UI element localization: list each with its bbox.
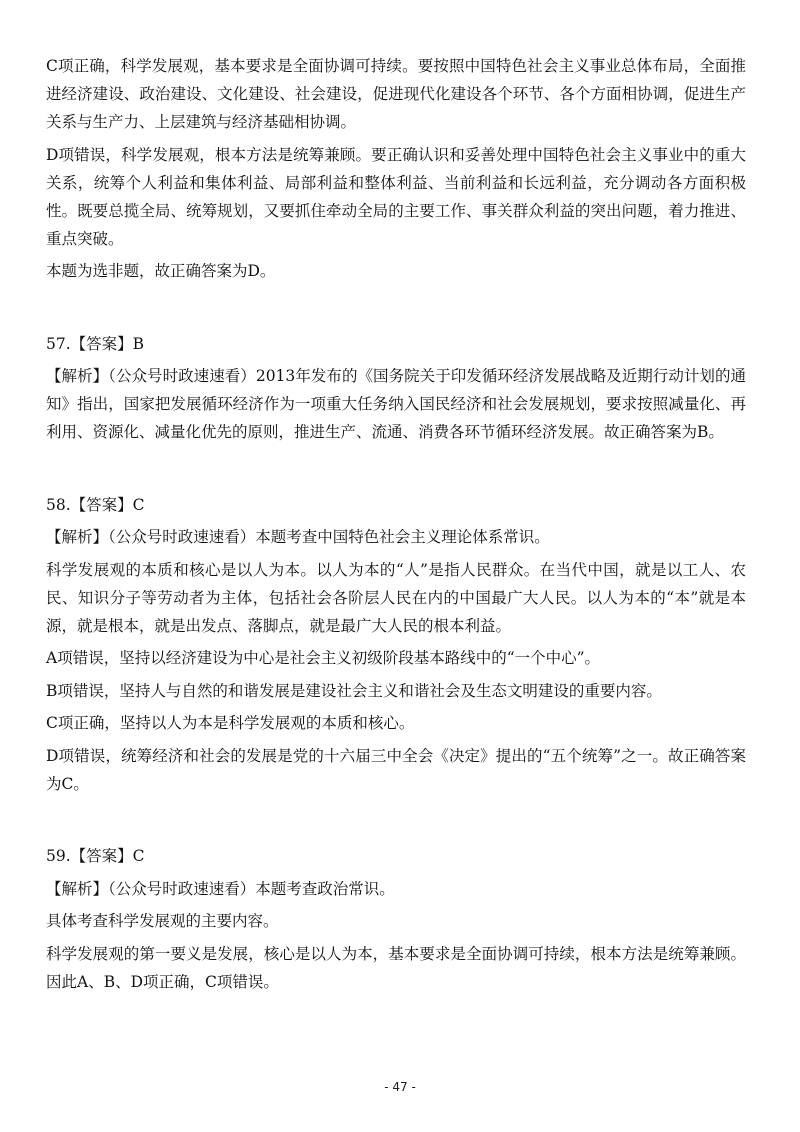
- q58-analysis-body: 科学发展观的本质和核心是以人为本。以人为本的“人”是指人民群众。在当代中国，就是以工人、农民、知识分子等劳动者为主体，包括社会各阶层人民在内的中国最广大人民。以人为本的“本”就是本源，就是根本，就是出发点、落脚点，就是最广大人民的根本利益。: [46, 560, 746, 635]
- section-gap: [46, 451, 746, 491]
- section-gap: [46, 802, 746, 842]
- q58-option-c: C项正确，坚持以人为本是科学发展观的本质和核心。: [46, 714, 415, 732]
- q59-analysis-intro: 【解析】（公众号时政速速看）本题考查政治常识。: [46, 879, 395, 898]
- q58-option-d: D项错误，统筹经济和社会的发展是党的十六届三中全会《决定》提出的“五个统筹”之一。故正确答案为C。: [46, 746, 746, 793]
- intro-paragraph-d: D项错误，科学发展观，根本方法是统筹兼顾。要正确认识和妥善处理中国特色社会主义事业中的重大关系，统筹个人利益和集体利益、局部利益和整体利益、当前利益和长远利益，充分调动各方面积极性。既要总揽全局、统筹规划，又要抓住牵动全局的主要工作、事关群众利益的突出问题，着力推进、重点突破。: [46, 145, 746, 248]
- q58-option-a: A项错误，坚持以经济建设为中心是社会主义初级阶段基本路线中的“一个中心”。: [46, 649, 601, 667]
- q57-analysis: 【解析】（公众号时政速速看）2013年发布的《国务院关于印发循环经济发展战略及近期行动计划的通知》指出，国家把发展循环经济作为一项重大任务纳入国民经济和社会发展规划，要求按照减量化、再利用、资源化、减量化优先的原则，推进生产、流通、消费各环节循环经济发展。故正确答案为B。: [46, 367, 746, 441]
- q58-option-b: B项错误，坚持人与自然的和谐发展是建设社会主义和谐社会及生态文明建设的重要内容。: [46, 681, 662, 700]
- intro-paragraph-c: C项正确，科学发展观，基本要求是全面协调可持续。要按照中国特色社会主义事业总体布局，全面推进经济建设、政治建设、文化建设、社会建设，促进现代化建设各个环节、各个方面相协调，促进生产关系与生产力、上层建筑与经济基础相协调。: [46, 57, 746, 131]
- q58-answer: 58.【答案】C: [46, 495, 145, 514]
- intro-conclusion: 本题为选非题，故正确答案为D。: [46, 262, 276, 280]
- page-number: - 47 -: [384, 1080, 416, 1094]
- q57-answer: 57.【答案】B: [46, 334, 145, 353]
- q59-analysis-body: 科学发展观的第一要义是发展，核心是以人为本，基本要求是全面协调可持续，根本方法是统筹兼顾。因此A、B、D项正确，C项错误。: [46, 944, 746, 991]
- section-gap: [46, 290, 746, 330]
- q59-answer: 59.【答案】C: [46, 847, 145, 865]
- q58-analysis-intro: 【解析】（公众号时政速速看）本题考查中国特色社会主义理论体系常识。: [46, 528, 550, 546]
- q59-analysis-scope: 具体考查科学发展观的主要内容。: [46, 912, 279, 930]
